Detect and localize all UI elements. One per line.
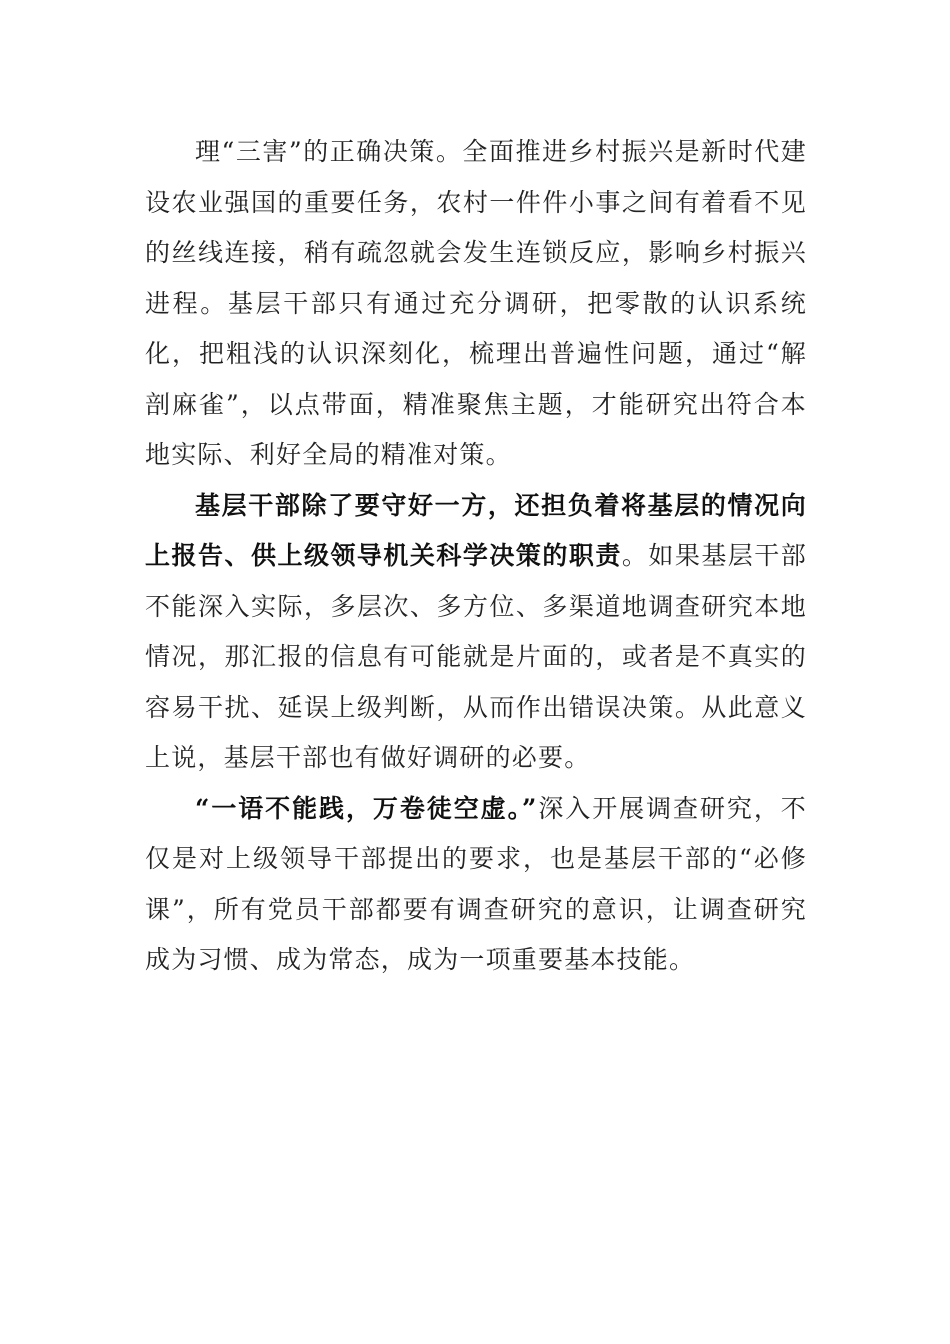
- paragraph-2-lead: 基层干部除了要守好一方，还担负着将基层的情况向上报告、供上级领导机关科学决策的职责: [145, 490, 807, 570]
- paragraph-1-text: 理“三害”的正确决策。全面推进乡村振兴是新时代建设农业强国的重要任务，农村一件件小事之间有着看不见的丝线连接，稍有疏忽就会发生连锁反应，影响乡村振兴进程。基层干部只有通过充分调研，把零散的认识系统化，把粗浅的认识深刻化，梳理出普遍性问题，通过“解剖麻雀”，以点带面，精准聚焦主题，才能研究出符合本地实际、利好全局的精准对策。: [145, 137, 807, 469]
- paragraph-2-text: 。如果基层干部不能深入实际，多层次、多方位、多渠道地调查研究本地情况，那汇报的信息有可能就是片面的，或者是不真实的容易干扰、延误上级判断，从而作出错误决策。从此意义上说，基层干部也有做好调研的必要。: [145, 541, 807, 772]
- paragraph-3: [145, 784, 807, 986]
- paragraph-2: [145, 481, 807, 784]
- paragraph-3-text: 深入开展调查研究，不仅是对上级领导干部提出的要求，也是基层干部的“必修课”，所有党员干部都要有调查研究的意识，让调查研究成为习惯、成为常态，成为一项重要基本技能。: [145, 793, 807, 974]
- document-body: [145, 127, 807, 986]
- paragraph-3-quote: “一语不能践，万卷徒空虚。”: [195, 793, 538, 823]
- paragraph-1: [145, 127, 807, 481]
